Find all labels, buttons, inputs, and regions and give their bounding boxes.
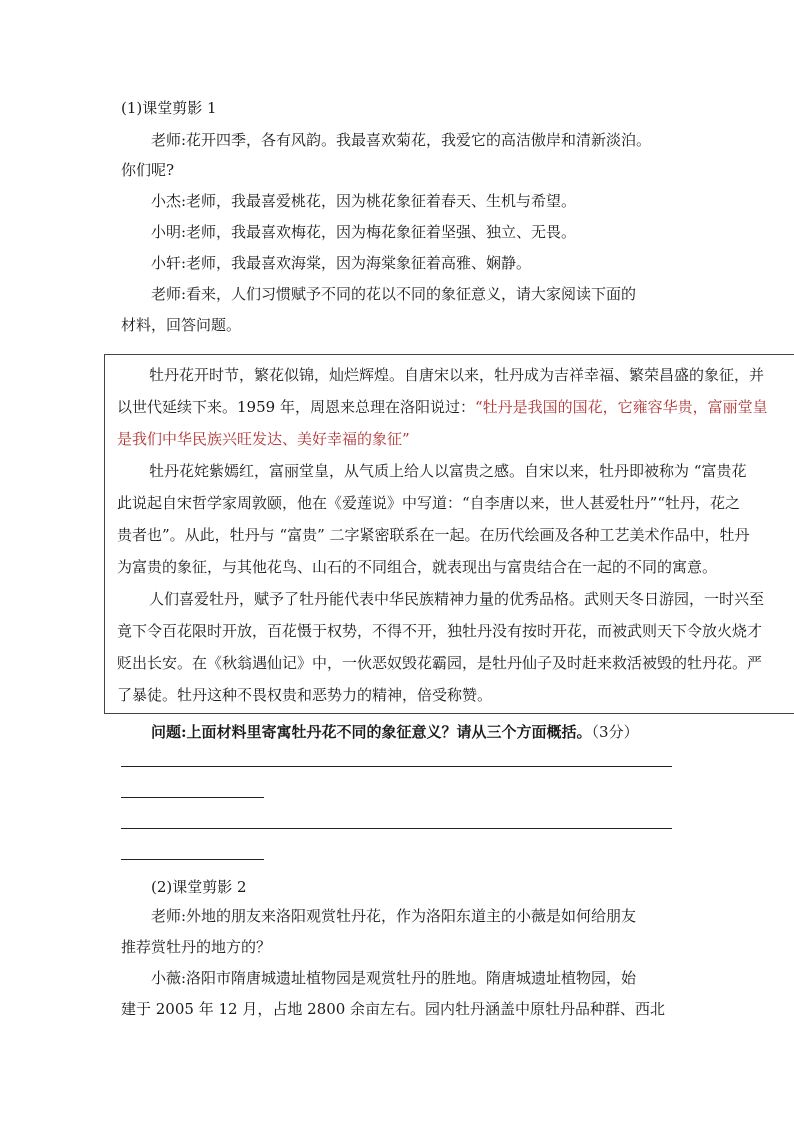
answer-line[interactable] xyxy=(121,797,264,798)
dialogue-line: 小明:老师，我最喜欢梅花，因为梅花象征着坚强、独立、无畏。 xyxy=(151,223,577,241)
material-line: 此说起自宋哲学家周敦颐，他在《爱莲说》中写道：“自李唐以来，世人甚爱牡丹”“牡丹，花之 xyxy=(117,494,741,512)
material-line: 人们喜爱牡丹，赋予了牡丹能代表中华民族精神力量的优秀品格。武则天冬日游园，一时兴至 xyxy=(149,590,765,608)
section1-heading: (1)课堂剪影 1 xyxy=(121,99,217,117)
zhou-enlai-quote: “牡丹是我国的国花，它雍容华贵，富丽堂皇 xyxy=(474,398,768,416)
dialogue-line: 老师:外地的朋友来洛阳观赏牡丹花，作为洛阳东道主的小薇是如何给朋友 xyxy=(151,907,637,925)
dialogue-line: 小轩:老师，我最喜欢海棠，因为海棠象征着高雅、娴静。 xyxy=(151,254,532,272)
dialogue-line: 你们呢? xyxy=(121,161,175,179)
answer-line[interactable] xyxy=(121,828,672,829)
question-text: 问题:上面材料里寄寓牡丹花不同的象征意义？请从三个方面概括。 xyxy=(151,723,592,741)
material-line: 为富贵的象征，与其他花鸟、山石的不同组合，就表现出与富贵结合在一起的不同的寓意。 xyxy=(117,558,718,576)
answer-line[interactable] xyxy=(121,766,672,767)
dialogue-line: 小杰:老师，我最喜爱桃花，因为桃花象征着春天、生机与希望。 xyxy=(151,192,577,210)
dialogue-line: 小薇:洛阳市隋唐城遗址植物园是观赏牡丹的胜地。隋唐城遗址植物园，始 xyxy=(151,969,637,987)
dialogue-line: 建于 2005 年 12 月，占地 2800 余亩左右。园内牡丹涵盖中原牡丹品种群、西北 xyxy=(121,1000,666,1018)
material-line: 牡丹花姹紫嫣红，富丽堂皇，从气质上给人以富贵之感。自宋以来，牡丹即被称为 “富贵花 xyxy=(149,462,747,480)
material-line: 了暴徒。牡丹这种不畏权贵和恶势力的精神，倍受称赞。 xyxy=(117,686,493,704)
dialogue-line: 老师:看来，人们习惯赋予不同的花以不同的象征意义，请大家阅读下面的 xyxy=(151,285,637,303)
material-line xyxy=(117,397,794,417)
section2-heading: (2)课堂剪影 2 xyxy=(151,878,247,896)
material-line: 牡丹花开时节，繁花似锦，灿烂辉煌。自唐宋以来，牡丹成为吉祥幸福、繁荣昌盛的象征，并 xyxy=(149,366,765,384)
reading-material-box xyxy=(104,354,794,714)
material-text: 以世代延续下来。1959 年，周恩来总理在洛阳说过： xyxy=(117,398,475,416)
dialogue-line: 老师:花开四季，各有风韵。我最喜欢菊花，我爱它的高洁傲岸和清新淡泊。 xyxy=(151,131,652,149)
zhou-enlai-quote-end: 是我们中华民族兴旺发达、美好幸福的象征” xyxy=(117,430,410,448)
answer-line[interactable] xyxy=(121,859,264,860)
question xyxy=(151,722,639,742)
question-score: （3分） xyxy=(591,723,639,741)
material-line: 贬出长安。在《秋翁遇仙记》中，一伙恶奴毁花霸园，是牡丹仙子及时赶来救活被毁的牡丹花。严 xyxy=(117,654,763,672)
material-line: 竟下令百花限时开放，百花慑于权势，不得不开，独牡丹没有按时开花，而被武则天下令放火烧才 xyxy=(117,622,763,640)
material-line: 贵者也”。从此，牡丹与 “富贵” 二字紧密联系在一起。在历代绘画及各种工艺美术作品中，牡丹 xyxy=(117,526,750,544)
dialogue-line: 推荐赏牡丹的地方的？ xyxy=(121,938,272,956)
dialogue-line: 材料，回答问题。 xyxy=(121,316,242,334)
